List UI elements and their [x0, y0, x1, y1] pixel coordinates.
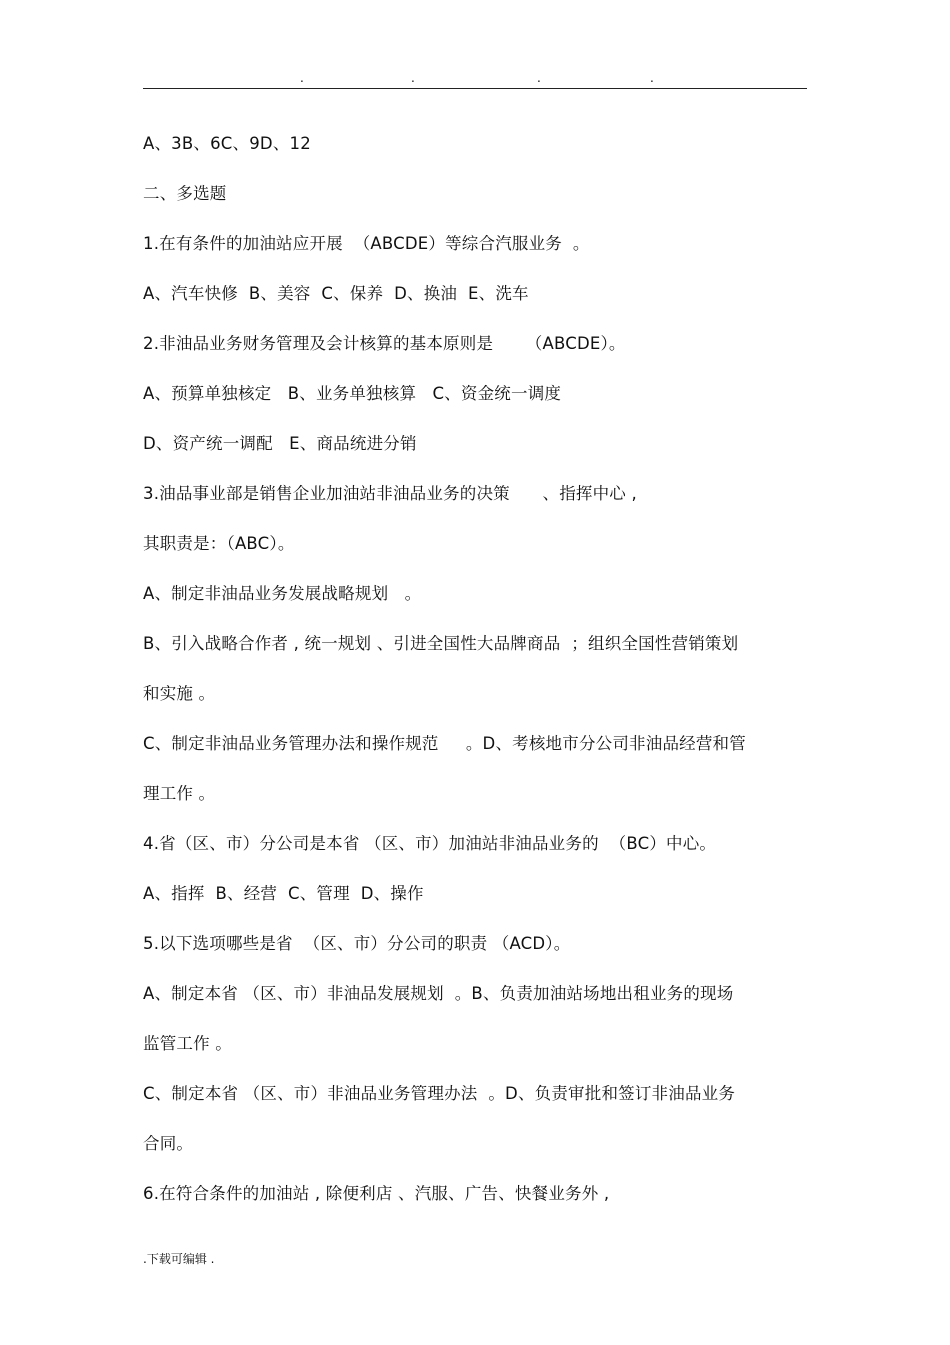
question-3: 其职责是：（ABC）。 — [143, 534, 295, 553]
question-2: 2.非油品业务财务管理及会计核算的基本原则是 （ABCDE）。 — [143, 334, 626, 353]
question-2-options: D、资产统一调配 E、商品统进分销 — [143, 434, 417, 453]
question-5-option: 合同。 — [143, 1134, 194, 1153]
header-mark: . — [537, 71, 541, 85]
question-1-options: A、汽车快修 B、美容 C、保养 D、换油 E、洗车 — [143, 284, 529, 303]
question-1: 1.在有条件的加油站应开展 （ABCDE）等综合汽服业务 。 — [143, 234, 590, 253]
page-header-marks — [0, 70, 950, 86]
question-3-option: A、制定非油品业务发展战略规划 。 — [143, 584, 422, 603]
header-mark: . — [650, 71, 654, 85]
header-mark: . — [300, 71, 304, 85]
question-5: 5.以下选项哪些是省 （区、市）分公司的职责 （ACD）。 — [143, 934, 571, 953]
answer-options: A、3B、6C、9D、12 — [143, 134, 311, 153]
question-5-option: 监管工作 。 — [143, 1034, 232, 1053]
question-3-option: 理工作 。 — [143, 784, 216, 803]
question-3: 3.油品事业部是销售企业加油站非油品业务的决策 、指挥中心 , — [143, 484, 637, 503]
question-5-option: A、制定本省 （区、市）非油品发展规划 。B、负责加油站场地出租业务的现场 — [143, 984, 734, 1003]
question-3-option: C、制定非油品业务管理办法和操作规范 。D、考核地市分公司非油品经营和管 — [143, 734, 746, 753]
question-2-options: A、预算单独核定 B、业务单独核算 C、资金统一调度 — [143, 384, 562, 403]
header-rule — [143, 88, 807, 89]
header-mark: . — [411, 71, 415, 85]
question-3-option: 和实施 。 — [143, 684, 216, 703]
question-6: 6.在符合条件的加油站 , 除便利店 、汽服、广告、快餐业务外 , — [143, 1184, 610, 1203]
page-footer: .下载可编辑 . — [143, 1252, 215, 1266]
question-4-options: A、指挥 B、经营 C、管理 D、操作 — [143, 884, 424, 903]
document-body — [143, 128, 813, 1228]
section-heading: 二、多选题 — [143, 184, 227, 203]
question-4: 4.省（区、市）分公司是本省 （区、市）加油站非油品业务的 （BC）中心。 — [143, 834, 717, 853]
question-5-option: C、制定本省 （区、市）非油品业务管理办法 。D、负责审批和签订非油品业务 — [143, 1084, 736, 1103]
question-3-option: B、引入战略合作者 , 统一规划 、引进全国性大品牌商品 ；组织全国性营销策划 — [143, 634, 739, 653]
